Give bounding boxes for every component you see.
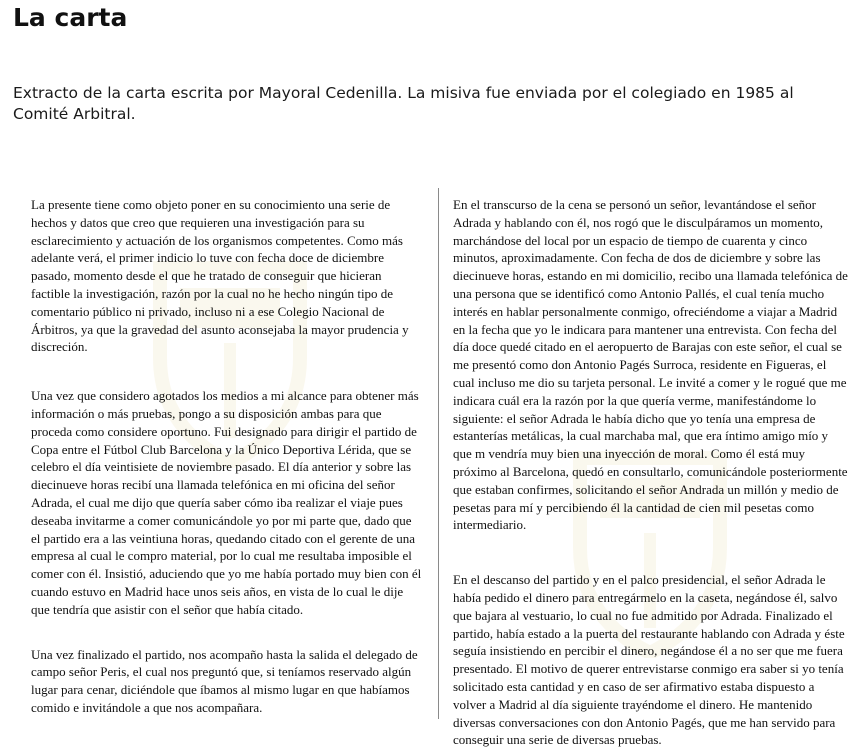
letter-right-column — [453, 196, 849, 749]
column-divider — [438, 188, 439, 719]
letter-paragraph: La presente tiene como objeto poner en su conocimiento una serie de hechos y datos que creo que requieren una investigación para su esclarecimiento y actuación de los organismos competentes. Como más adelante verá, el primer indicio lo tuve con fecha doce de diciembre pasado, momento desde el que he tratado de conseguir que hicieran factible la investigación, razón por la cual no he hecho ningún tipo de comentario público ni privado, incluso ni a ese Colegio Nacional de Árbitros, ya que la gravedad del asunto aconsejaba la mayor prudencia y discreción. — [31, 197, 409, 355]
letter-paragraph: Una vez que considero agotados los medios a mi alcance para obtener más información o más pruebas, pongo a su disposición ambas para que proceda como considere oportuno. Fui designado para dirigir el partido de Copa entre el Fútbol Club Barcelona y la Único Deportiva Lérida, que se celebro el día veintisiete de noviembre pasado. El día anterior y sobre las diecinueve horas recibí una llamada telefónica en mi oficina del señor Adrada, el cual me dijo que quería saber cómo iba realizar el viaje pues deseaba invitarme a comer comunicándole yo por mi parte que, dado que el partido era a las veintiuna horas, quedando citado con el gerente de una empresa al cual le compro material, por lo cual me resultaba imposible el comer con él. Insistió, aduciendo que yo me había portado muy bien con él cuando estuvo en Madrid hace unos seis años, en vista de lo cual le dije que tendría que asistir con el señor que había citado. — [31, 388, 422, 617]
page-subtitle: Extracto de la carta escrita por Mayoral Cedenilla. La misiva fue enviada por el colegiado en 1985 al Comité Arbitral. — [13, 84, 794, 123]
letter-paragraph: Una vez finalizado el partido, nos acompaño hasta la salida el delegado de campo señor Peris, el cual nos preguntó que, si teníamos reservado algún lugar para cenar, diciéndole que íbamos al mismo lugar en que habíamos comido e invitándole a que nos acompañara. — [31, 646, 418, 715]
letter-left-column — [31, 196, 423, 717]
letter-document — [0, 188, 859, 748]
page-title: La carta — [13, 3, 128, 32]
letter-paragraph: En el transcurso de la cena se personó un señor, levantándose el señor Adrada y hablando con él, nos rogó que le disculpáramos un momento, marchándose del local por un espacio de tiempo de cuarenta y cinco minutos, aproximadamente. Con fecha de dos de diciembre y sobre las diecinueve horas, estando en mi domicilio, recibo una llamada telefónica de una persona que se identificó como Antonio Pallés, el cual tenía mucho interés en hablar personalmente conmigo, ofreciéndome a viajar a Madrid en la fecha que yo le indicara para mantener una entrevista. Con fecha del día doce quedé citado en el aeropuerto de Barajas con este señor, el cual se me presentó como don Antonio Pagés Surroca, residente en Figueras, el cual incluso me dio su tarjeta personal. Le invité a comer y le rogué que me indicara cuál era la razón por la que quería verme, manifestándome lo siguiente: el señor Adrada le había dicho que yo tenía una empresa de estanterías metálicas, la cual marchaba mal, que era íntimo amigo mío y que m vendría muy bien una inyección de moral. Como él está muy próximo al Barcelona, quedó en consultarlo, comunicándole posteriormente que estaban confirmes, solicitando el señor Andrada un millón y medio de pesetas para mí y percibiendo él la cantidad de cien mil pesetas como intermediario. — [453, 197, 848, 533]
letter-paragraph: En el descanso del partido y en el palco presidencial, el señor Adrada le había pedido el dinero para entregármelo en la caseta, negándose él, salvo que bajara al vestuario, lo cual no fue admitido por Adrada. Finalizado el partido, había estado a la puerta del restaurante hablando con Adrada y éste seguía insistiendo en percibir el dinero, negándose él a no ser que me fuera presentado. El motivo de querer entrevistarse conmigo era saber si yo tenía solicitado esta cantidad y en caso de ser afirmativo estaba dispuesto a volver a Madrid al día siguiente trayéndome el dinero. He mantenido diversas conversaciones con don Antonio Pagés, que me han servido para conseguir una serie de diversas pruebas. — [453, 572, 845, 748]
